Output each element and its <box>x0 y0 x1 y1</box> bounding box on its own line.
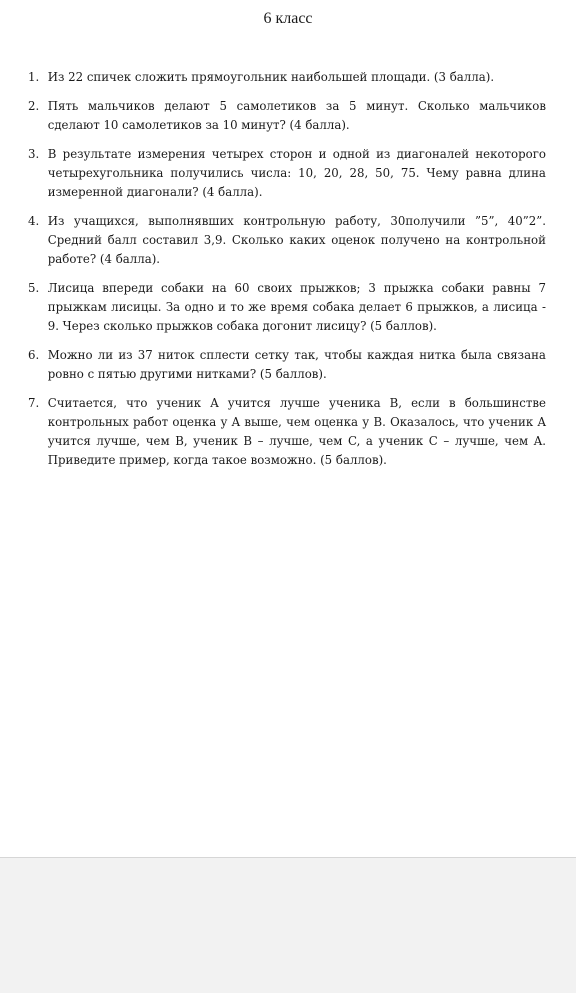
problem-item <box>28 211 546 268</box>
problem-number: 2. <box>28 98 40 113</box>
problem-list <box>28 67 546 479</box>
problem-text: Из 22 спичек сложить прямоугольник наибольшей площади. (3 балла). <box>47 69 495 84</box>
problem-text: В результате измерения четырех сторон и одной из диагоналей некоторого четырехугольника получились числа: 10, 20, 28, 50, 75. Чему равна длина измеренной диагонали? (4 балла). <box>47 146 546 199</box>
problem-item <box>28 345 546 383</box>
problem-item <box>28 96 546 134</box>
problem-item <box>28 393 546 469</box>
problem-number: 3. <box>28 146 40 161</box>
problem-text: Лисица впереди собаки на 60 своих прыжков; 3 прыжка собаки равны 7 прыжкам лисицы. За одно и то же время собака делает 6 прыжков, а лисица - 9. Через сколько прыжков собака догонит лисицу? (5 баллов). <box>47 280 546 333</box>
problem-number: 4. <box>28 213 40 228</box>
problem-text: Можно ли из 37 ниток сплести сетку так, чтобы каждая нитка была связана ровно с пятью другими нитками? (5 баллов). <box>47 347 546 381</box>
problem-text: Из учащихся, выполнявших контрольную работу, 30получили ”5”, 40”2”. Средний балл составил 3,9. Сколько каких оценок получено на контрольной работе? (4 балла). <box>47 213 546 266</box>
problem-item <box>28 278 546 335</box>
problem-text: Пять мальчиков делают 5 самолетиков за 5 минут. Сколько мальчиков сделают 10 самолетиков за 10 минут? (4 балла). <box>47 98 546 132</box>
problem-number: 5. <box>28 280 40 295</box>
problem-text: Считается, что ученик A учится лучше ученика B, если в большинстве контрольных работ оценка у A выше, чем оценка у B. Оказалось, что ученик A учится лучше, чем B, ученик B – лучше, чем C, а ученик C – лучше, чем A. Приведите пример, когда такое возможно. (5 баллов). <box>47 395 546 467</box>
page-title: 6 класс <box>263 10 313 27</box>
problem-number: 1. <box>28 69 40 84</box>
problem-number: 7. <box>28 395 40 410</box>
problem-number: 6. <box>28 347 40 362</box>
problem-item <box>28 144 546 201</box>
problem-item <box>28 67 546 86</box>
